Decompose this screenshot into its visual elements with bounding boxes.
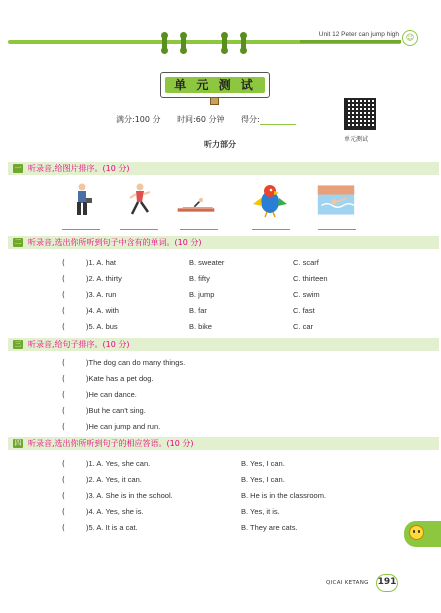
header-rule-accent [300,40,401,43]
question-number: )4. A. with [86,306,119,315]
option-b: B. They are cats. [241,523,298,532]
section-instruction: 听录音,给句子排序。(10 分) [28,340,130,349]
option-b: B. sweater [189,258,225,267]
page-number: 191 [376,574,398,592]
man-walking-icon [64,182,104,218]
title-tab-icon [210,97,219,105]
option-b: B. far [189,306,207,315]
answer-paren[interactable]: ( [62,290,65,299]
option-c: C. thirteen [293,274,328,283]
sentence-item: )The dog can do many things. [86,358,186,367]
answer-blank[interactable] [180,229,218,230]
section-instruction: 听录音,给图片排序。(10 分) [28,164,130,173]
section-instruction: 听录音,选出你所听到句子中含有的单词。(10 分) [28,238,202,247]
answer-blank[interactable] [252,229,290,230]
answer-blank[interactable] [120,229,158,230]
answer-paren[interactable]: ( [62,422,65,431]
qr-code-icon[interactable] [344,98,376,130]
option-a: )5. A. It is a cat. [86,523,138,532]
option-c: C. fast [293,306,315,315]
smiley-icon: ☺ [402,30,418,46]
answer-paren[interactable]: ( [62,374,65,383]
unit-header: Unit 12 Peter can jump high [318,31,399,38]
option-a: )3. A. She is in the school. [86,491,173,500]
answer-paren[interactable]: ( [62,322,65,331]
question-number: )2. A. thirty [86,274,122,283]
section-header [8,162,439,175]
option-b: B. Yes, I can. [241,475,285,484]
section-number: 四 [14,439,22,447]
answer-paren[interactable]: ( [62,390,65,399]
answer-paren[interactable]: ( [62,491,65,500]
option-a: )4. A. Yes, she is. [86,507,144,516]
answer-blank[interactable] [62,229,100,230]
answer-paren[interactable]: ( [62,258,65,267]
girl-running-icon [120,182,160,218]
section-header [8,437,439,450]
score-field[interactable] [260,117,296,125]
option-b: B. He is in the classroom. [241,491,327,500]
sentence-item: )But he can't sing. [86,406,146,415]
full-score: 满分:100 分 [116,115,161,124]
section-header [8,236,439,249]
option-c: C. car [293,322,314,331]
answer-paren[interactable]: ( [62,406,65,415]
binder-pin-icon [181,34,186,52]
footer-brand: QICAI KETANG [326,580,369,586]
answer-paren[interactable]: ( [62,475,65,484]
section-instruction: 听录音,选出你所听到句子的相应答语。(10 分) [28,439,194,448]
answer-paren[interactable]: ( [62,306,65,315]
option-a: )2. A. Yes, it can. [86,475,142,484]
score-label: 得分: [241,115,296,124]
answer-paren[interactable]: ( [62,274,65,283]
sentence-item: )Kate has a pet dog. [86,374,154,383]
binder-pin-icon [222,34,227,52]
question-number: )1. A. hat [86,258,117,267]
option-b: B. bike [189,322,212,331]
answer-paren[interactable]: ( [62,523,65,532]
parrot-icon [250,182,290,218]
time-limit: 时间:60 分钟 [177,115,225,124]
qr-label: 单元测试 [344,136,369,143]
option-b: B. jump [189,290,215,299]
answer-paren[interactable]: ( [62,459,65,468]
option-a: )1. A. Yes, she can. [86,459,151,468]
option-b: B. Yes, I can. [241,459,285,468]
sentence-item: )He can dance. [86,390,137,399]
title-box [160,72,270,98]
long-jump-icon [176,182,216,218]
option-b: B. fifty [189,274,210,283]
test-info [116,114,296,125]
answer-paren[interactable]: ( [62,358,65,367]
binder-pin-icon [241,34,246,52]
answer-blank[interactable] [318,229,356,230]
option-b: B. Yes, it is. [241,507,280,516]
page-title: 单 元 测 试 [165,77,265,93]
listening-title: 听力部分 [204,140,236,149]
sentence-item: )He can jump and run. [86,422,161,431]
swimming-icon [316,182,356,218]
answer-paren[interactable]: ( [62,507,65,516]
section-number: 二 [14,238,22,246]
option-c: C. scarf [293,258,319,267]
binder-pin-icon [162,34,167,52]
section-number: 三 [14,340,22,348]
question-number: )5. A. bus [86,322,118,331]
face-icon [409,525,424,540]
question-number: )3. A. run [86,290,117,299]
section-header [8,338,439,351]
option-c: C. swim [293,290,320,299]
section-number: 一 [14,164,22,172]
